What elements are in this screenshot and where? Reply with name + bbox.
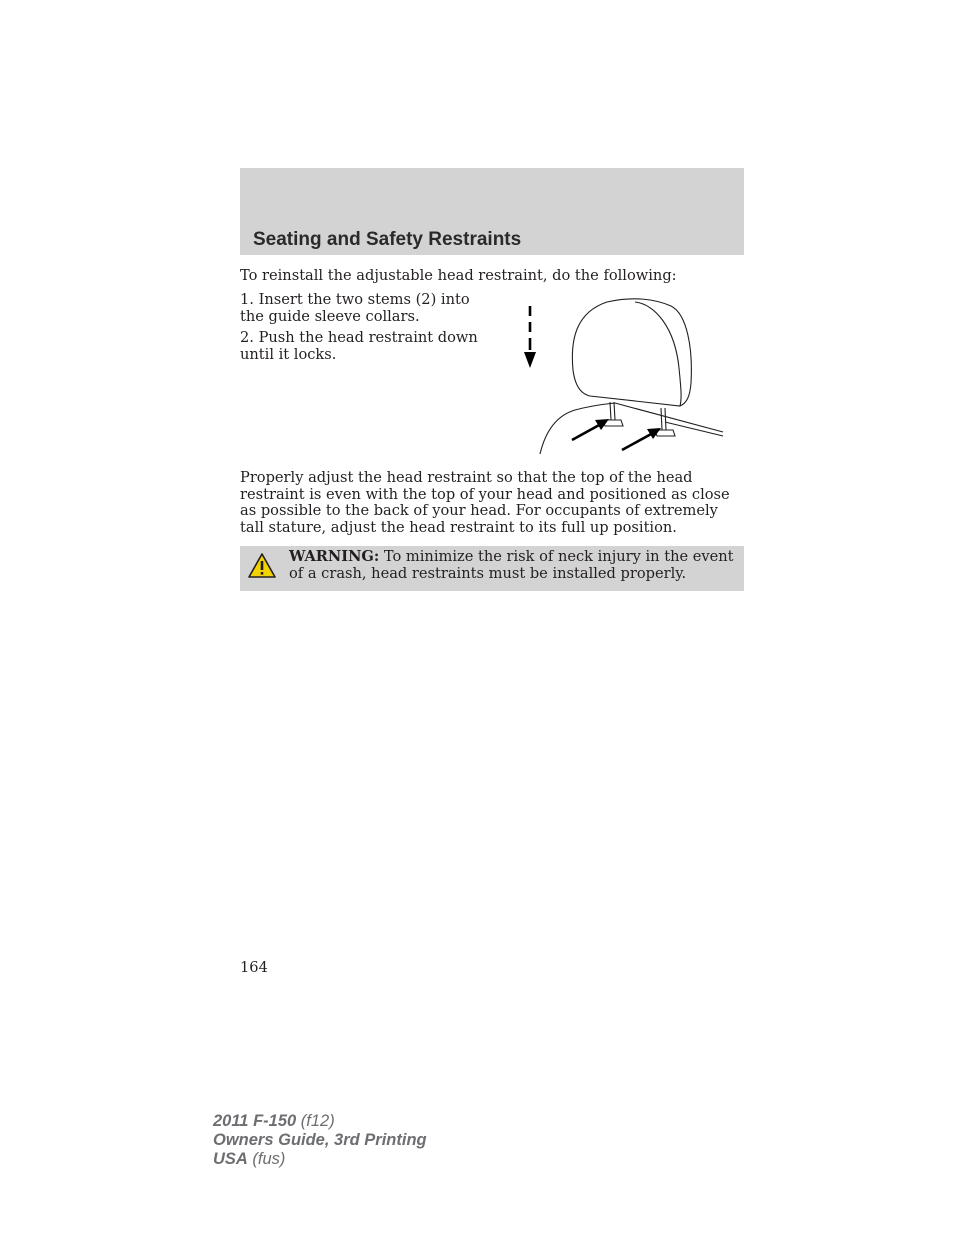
- adjustment-paragraph: Properly adjust the head restraint so that the top of the head restraint is even with the top of your head and positioned as close as possible to the back of your head. For occupants of extremely tall stature, adjust the head restraint to its full up position.: [240, 469, 730, 536]
- warning-box: [240, 546, 744, 591]
- footer-line-region: [213, 1150, 427, 1169]
- footer-model-code: (f12): [296, 1112, 335, 1130]
- down-arrow-icon: [524, 306, 536, 368]
- footer-model: 2011 F-150: [213, 1112, 297, 1130]
- warning-text: [289, 549, 737, 582]
- section-header-band: [240, 168, 744, 255]
- warning-label: WARNING:: [289, 548, 380, 565]
- head-restraint-illustration: [515, 298, 730, 456]
- intro-text: To reinstall the adjustable head restraint, do the following:: [240, 267, 677, 284]
- step-2-text: 2. Push the head restraint down until it locks.: [240, 329, 478, 363]
- warning-triangle-icon: [247, 552, 277, 579]
- warning-body: To minimize the risk of neck injury in the event of a crash, head restraints must be installed properly.: [289, 548, 734, 582]
- footer: [213, 1112, 427, 1169]
- step-1-text: 1. Insert the two stems (2) into the guide sleeve collars.: [240, 291, 470, 325]
- section-title: Seating and Safety Restraints: [253, 229, 522, 250]
- footer-region: USA: [213, 1150, 248, 1168]
- footer-guide-edition: Owners Guide, 3rd Printing: [213, 1131, 427, 1149]
- page-number: 164: [240, 959, 268, 976]
- footer-line-model: [213, 1112, 427, 1131]
- footer-region-code: (fus): [247, 1150, 286, 1168]
